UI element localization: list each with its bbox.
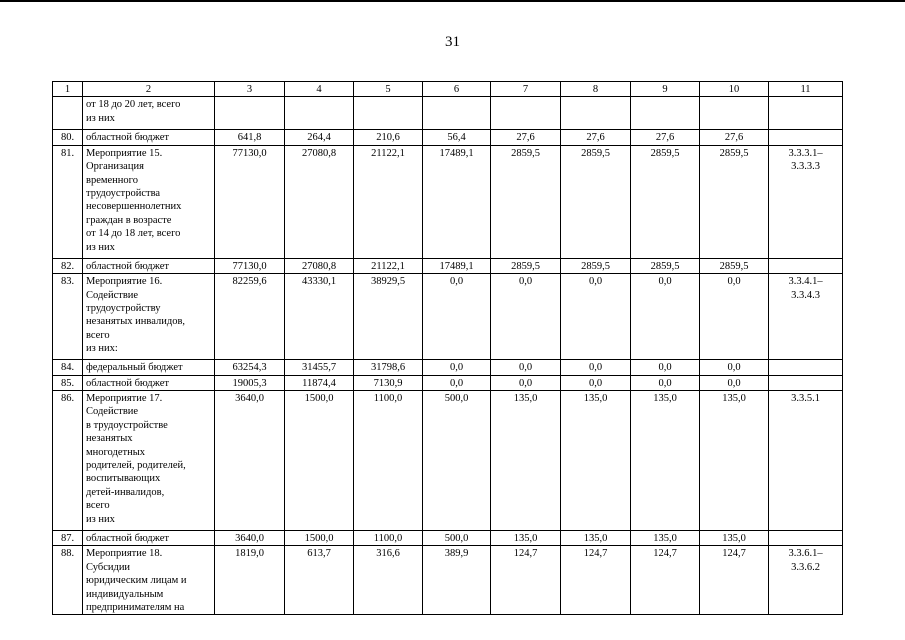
reference-cell: 3.3.5.1 — [769, 391, 843, 531]
reference-cell — [769, 375, 843, 390]
table-row — [53, 360, 843, 375]
value-cell: 2859,5 — [491, 145, 561, 258]
value-cell: 0,0 — [561, 375, 631, 390]
value-cell: 2859,5 — [700, 258, 769, 273]
row-number-cell: 86. — [53, 391, 83, 531]
row-name-cell: Мероприятие 16. Содействие трудоустройству незанятых инвалидов, всего из них: — [83, 274, 215, 360]
value-cell: 2859,5 — [700, 145, 769, 258]
row-number-cell: 88. — [53, 546, 83, 615]
value-cell: 0,0 — [700, 375, 769, 390]
value-cell: 2859,5 — [631, 145, 700, 258]
column-header: 7 — [491, 82, 561, 97]
value-cell: 0,0 — [631, 360, 700, 375]
row-number-cell: 84. — [53, 360, 83, 375]
reference-cell — [769, 97, 843, 130]
value-cell: 27,6 — [700, 130, 769, 145]
table-row — [53, 97, 843, 130]
value-cell — [285, 97, 354, 130]
reference-cell — [769, 531, 843, 546]
value-cell: 27,6 — [491, 130, 561, 145]
row-number-cell: 81. — [53, 145, 83, 258]
value-cell: 21122,1 — [354, 145, 423, 258]
value-cell: 0,0 — [700, 274, 769, 360]
reference-cell: 3.3.3.1– 3.3.3.3 — [769, 145, 843, 258]
table-row — [53, 145, 843, 258]
table-row — [53, 130, 843, 145]
row-name-cell: Мероприятие 18. Субсидии юридическим лицам и индивидуальным предпринимателям на — [83, 546, 215, 615]
value-cell: 0,0 — [423, 274, 491, 360]
value-cell: 500,0 — [423, 531, 491, 546]
value-cell: 17489,1 — [423, 258, 491, 273]
column-header: 3 — [215, 82, 285, 97]
value-cell: 135,0 — [561, 531, 631, 546]
value-cell: 3640,0 — [215, 531, 285, 546]
reference-cell — [769, 258, 843, 273]
value-cell: 135,0 — [700, 531, 769, 546]
reference-cell: 3.3.4.1– 3.3.4.3 — [769, 274, 843, 360]
value-cell: 1500,0 — [285, 531, 354, 546]
value-cell: 0,0 — [423, 360, 491, 375]
value-cell: 135,0 — [491, 391, 561, 531]
row-number-cell: 80. — [53, 130, 83, 145]
row-name-cell: Мероприятие 15. Организация временного трудоустройства несовершеннолетних граждан в возрасте от 14 до 18 лет, всего из них — [83, 145, 215, 258]
value-cell: 2859,5 — [631, 258, 700, 273]
value-cell: 124,7 — [700, 546, 769, 615]
budget-table — [52, 81, 843, 615]
value-cell: 264,4 — [285, 130, 354, 145]
table-row — [53, 546, 843, 615]
value-cell: 43330,1 — [285, 274, 354, 360]
row-name-cell: Мероприятие 17. Содействие в трудоустройстве незанятых многодетных родителей, родителей, воспитывающих детей-инвалидов, всего из них — [83, 391, 215, 531]
value-cell — [631, 97, 700, 130]
value-cell: 11874,4 — [285, 375, 354, 390]
value-cell: 124,7 — [491, 546, 561, 615]
value-cell: 27080,8 — [285, 145, 354, 258]
value-cell: 31798,6 — [354, 360, 423, 375]
value-cell: 56,4 — [423, 130, 491, 145]
value-cell: 500,0 — [423, 391, 491, 531]
column-header: 11 — [769, 82, 843, 97]
value-cell: 27,6 — [631, 130, 700, 145]
value-cell: 0,0 — [423, 375, 491, 390]
top-edge-line — [0, 0, 905, 2]
value-cell: 0,0 — [561, 360, 631, 375]
value-cell: 2859,5 — [491, 258, 561, 273]
value-cell: 1100,0 — [354, 391, 423, 531]
row-number-cell: 82. — [53, 258, 83, 273]
value-cell: 1500,0 — [285, 391, 354, 531]
column-header: 6 — [423, 82, 491, 97]
reference-cell: 3.3.6.1– 3.3.6.2 — [769, 546, 843, 615]
value-cell: 135,0 — [561, 391, 631, 531]
value-cell: 135,0 — [631, 391, 700, 531]
value-cell: 0,0 — [561, 274, 631, 360]
table-row — [53, 258, 843, 273]
value-cell: 0,0 — [631, 274, 700, 360]
value-cell: 77130,0 — [215, 258, 285, 273]
row-name-cell: федеральный бюджет — [83, 360, 215, 375]
value-cell: 135,0 — [491, 531, 561, 546]
value-cell: 0,0 — [700, 360, 769, 375]
value-cell — [561, 97, 631, 130]
value-cell — [700, 97, 769, 130]
value-cell: 27,6 — [561, 130, 631, 145]
value-cell: 63254,3 — [215, 360, 285, 375]
column-header: 10 — [700, 82, 769, 97]
row-name-cell: областной бюджет — [83, 531, 215, 546]
column-header: 8 — [561, 82, 631, 97]
row-number-cell — [53, 97, 83, 130]
value-cell: 1819,0 — [215, 546, 285, 615]
row-name-cell: от 18 до 20 лет, всего из них — [83, 97, 215, 130]
value-cell: 31455,7 — [285, 360, 354, 375]
row-number-cell: 87. — [53, 531, 83, 546]
value-cell — [423, 97, 491, 130]
column-header: 4 — [285, 82, 354, 97]
value-cell: 0,0 — [631, 375, 700, 390]
value-cell: 389,9 — [423, 546, 491, 615]
value-cell: 0,0 — [491, 360, 561, 375]
value-cell: 2859,5 — [561, 258, 631, 273]
page-number: 31 — [445, 34, 460, 50]
value-cell: 17489,1 — [423, 145, 491, 258]
table-row — [53, 274, 843, 360]
value-cell: 2859,5 — [561, 145, 631, 258]
value-cell: 19005,3 — [215, 375, 285, 390]
row-name-cell: областной бюджет — [83, 258, 215, 273]
value-cell: 77130,0 — [215, 145, 285, 258]
header-row — [53, 82, 843, 97]
table-row — [53, 375, 843, 390]
value-cell: 82259,6 — [215, 274, 285, 360]
row-name-cell: областной бюджет — [83, 130, 215, 145]
row-number-cell: 83. — [53, 274, 83, 360]
value-cell: 7130,9 — [354, 375, 423, 390]
value-cell: 124,7 — [631, 546, 700, 615]
value-cell: 613,7 — [285, 546, 354, 615]
value-cell: 124,7 — [561, 546, 631, 615]
value-cell: 210,6 — [354, 130, 423, 145]
value-cell: 1100,0 — [354, 531, 423, 546]
row-name-cell: областной бюджет — [83, 375, 215, 390]
value-cell: 27080,8 — [285, 258, 354, 273]
value-cell — [354, 97, 423, 130]
column-header: 5 — [354, 82, 423, 97]
value-cell: 0,0 — [491, 375, 561, 390]
reference-cell — [769, 360, 843, 375]
value-cell: 38929,5 — [354, 274, 423, 360]
value-cell: 135,0 — [631, 531, 700, 546]
reference-cell — [769, 130, 843, 145]
column-header: 1 — [53, 82, 83, 97]
table-row — [53, 531, 843, 546]
value-cell: 316,6 — [354, 546, 423, 615]
row-number-cell: 85. — [53, 375, 83, 390]
value-cell: 135,0 — [700, 391, 769, 531]
value-cell: 641,8 — [215, 130, 285, 145]
column-header: 9 — [631, 82, 700, 97]
value-cell: 3640,0 — [215, 391, 285, 531]
table-row — [53, 391, 843, 531]
value-cell: 0,0 — [491, 274, 561, 360]
value-cell — [215, 97, 285, 130]
value-cell — [491, 97, 561, 130]
column-header: 2 — [83, 82, 215, 97]
value-cell: 21122,1 — [354, 258, 423, 273]
